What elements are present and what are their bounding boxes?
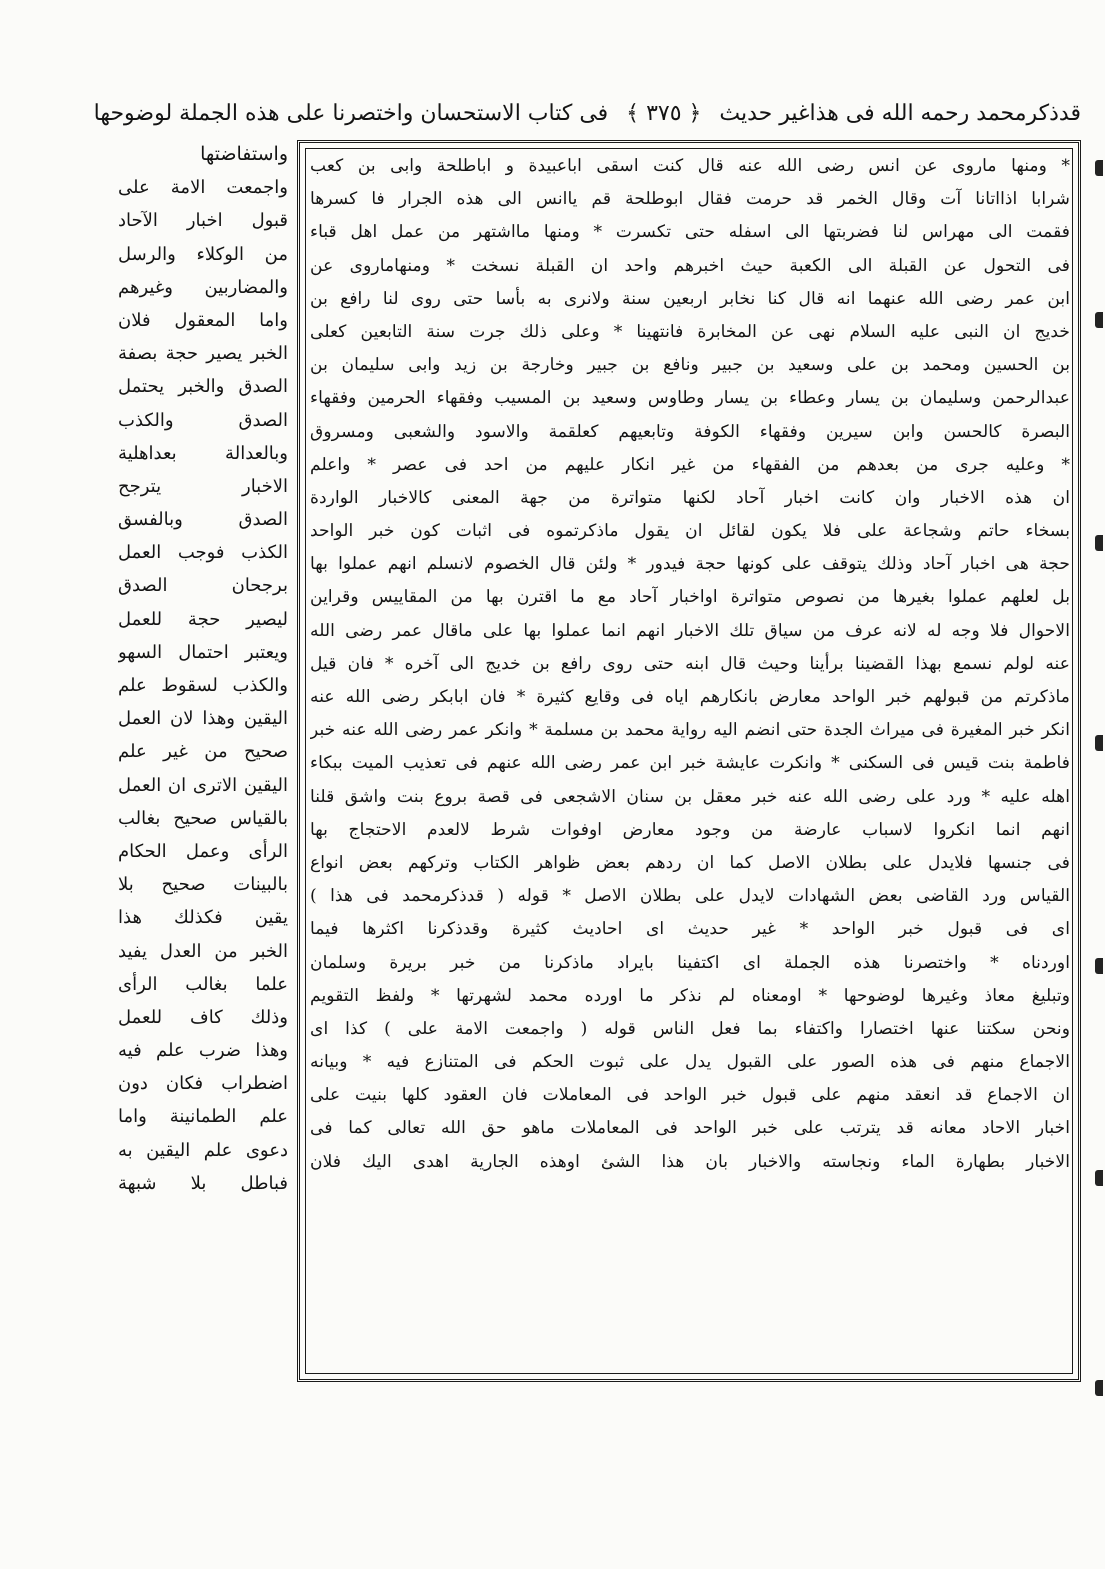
running-head-left: فى كتاب الاستحسان واختصرنا على هذه الجملة لوضوحها — [93, 100, 609, 126]
main-text-line: الاحوال فلا وجه له لانه عرف من سياق تلك الاخبار انهم انما عملوا بها على ماقال عمر رضى الله — [310, 620, 1070, 641]
margin-text-line: الكذب فوجب العمل — [118, 542, 288, 564]
margin-text-line: وذلك كاف للعمل — [118, 1006, 288, 1028]
main-text-line: ونحن سكتنا عنها اختصارا واكتفاء بما فعل الناس قوله ( واجمعت الامة على ) كذا اى — [310, 1018, 1070, 1039]
edge-mark — [1095, 735, 1103, 751]
main-text-line: عبدالرحمن وسليمان بن يسار وعطاء بن يسار وطاوس وسعيد بن المسيب وفقهاء الحرمين وفقهاء — [310, 388, 1070, 409]
main-text-line: بل لعلهم عملوا بغيرها من نصوص متواترة اواخبار آحاد مع ما اقترن بها من المقاييس وقراين — [310, 587, 1070, 608]
main-text-line: * ومنها ماروى عن انس رضى الله عنه قال كنت اسقى اباعبيدة و اباطلحة وابى بن كعب — [310, 156, 1070, 176]
margin-text-line: اليقين الاترى ان العمل — [118, 774, 288, 796]
main-text-line: شرابا اذااتانا آت وقال الخمر قد حرمت فقال ابوطلحة قم ياانس الى هذه الجرار فا كسرها — [310, 189, 1070, 210]
margin-text-line: وهذا ضرب علم فيه — [118, 1040, 288, 1062]
main-text-line: بسخاء حاتم وشجاعة على فلا يكون لقائل ان يقول ماذكرتموه فى اثبات كون خبر الواحد — [310, 521, 1070, 542]
margin-text-line: وبالعدالة بعداهلية — [118, 442, 288, 464]
main-text-line: عنه لولم نسمع بهذا القضينا برأينا وحيث قال ابنه حتى روى رافع بن خديج الى آخره * فان قيل — [310, 653, 1070, 674]
margin-text-line: الرأى وعمل الحكام — [118, 840, 288, 862]
margin-text-line: واما المعقول فلان — [118, 309, 288, 331]
edge-mark — [1095, 1380, 1103, 1396]
main-text-line: اخبار الاحاد معانه قد يترتب على خبر الواحد فى المعاملات ماهو حق الله تعالى كما فى — [310, 1118, 1070, 1139]
margin-text-line: دعوى علم اليقين به — [118, 1139, 288, 1161]
main-text-line: انهم انما انكروا لاسباب عارضة من وجود معارض اوفوات شرط لالعدم الاحتجاج بها — [310, 819, 1070, 840]
margin-text-line: واجمعت الامة على — [118, 177, 288, 199]
main-text-line: ان هذه الاخبار وان كانت اخبار آحاد لكنها متواترة من جهة المعنى كالاخبار الواردة — [310, 487, 1070, 508]
main-text-line: اهله عليه * ورد على رضى الله عنه خبر معقل بن سنان الاشجعى فى قصة بروع بنت واشق قلنا — [310, 786, 1070, 807]
page-header — [93, 94, 1081, 132]
main-text-line: فى جنسها فلايدل على بطلان الاصل كما ان ردهم بعض ظواهر الكتاب وتركهم بعض انواع — [310, 852, 1070, 873]
main-text-line: الاجماع منهم فى هذه الصور على القبول يدل على ثبوت الحكم فى المتنازع فيه * وبيانه — [310, 1052, 1070, 1073]
margin-text-line: علما بغالب الرأى — [118, 973, 288, 995]
margin-text-line: الصدق وبالفسق — [118, 509, 288, 531]
running-head-right: قدذكرمحمد رحمه الله فى هذاغير حديث — [719, 100, 1081, 126]
margin-text-line: اليقين وهذا لان العمل — [118, 708, 288, 730]
margin-text-line: والمضاربين وغيرهم — [118, 276, 288, 298]
main-text-line: حجة هى اخبار آحاد وذلك يتوقف على كونها حجة فيدور * ولئن قال الخصوم لانسلم انهم عملوا بها — [310, 554, 1070, 575]
margin-text-line: اضطراب فكان دون — [118, 1073, 288, 1095]
main-text-line: ابن عمر رضى الله عنهما انه قال كنا نخابر اربعين سنة ولانرى به بأسا حتى روى لنا رافع بن — [310, 288, 1070, 309]
margin-text-line: من الوكلاء والرسل — [118, 243, 288, 265]
main-text-line: فقمت الى مهراس لنا فضربتها الى اسفله حتى تكسرت * ومنها مااشتهر من عمل اهل قباء — [310, 222, 1070, 243]
main-text-line: فاطمة بنت قيس فى السكنى * وانكرت عايشة خبر ابن عمر رضى الله عنهم فى تعذيب الميت ببكاء — [310, 753, 1070, 774]
margin-text-line: الخبر من العدل يفيد — [118, 940, 288, 962]
margin-text-line: علم الطمانينة واما — [118, 1106, 288, 1128]
margin-text-line: بالبينات صحيح بلا — [118, 874, 288, 896]
edge-mark — [1095, 1170, 1103, 1186]
margin-commentary — [118, 138, 288, 1400]
margin-text-line: يقين فكذلك هذا — [118, 907, 288, 929]
main-text-line: القياس ورد القاضى بعض الشهادات لايدل على بطلان الاصل * قوله ( قدذكرمحمد فى هذا ) — [310, 886, 1070, 907]
margin-text-line: فباطل بلا شبهة — [118, 1172, 288, 1194]
edge-marks — [1091, 0, 1105, 1569]
main-text-line: وتبليغ معاذ وغيرها لوضوحها * اومعناه لم نذكر ما اورده محمد لشهرتها * ولفظ التقويم — [310, 985, 1070, 1006]
margin-text-line: صحيح من غير علم — [118, 741, 288, 763]
main-text-line: ماذكرتم من قبولهم خبر الواحد معارض بانكارهم اياه فى وقايع كثيرة * فان ابابكر رضى الله عنه — [310, 687, 1070, 707]
page-number: ﴿ ٣٧٥ ﴾ — [626, 100, 702, 126]
main-text-line: الاخبار بطهارة الماء ونجاسته والاخبار بان هذا الشئ اوهذه الجارية اهدى اليك فلان — [310, 1151, 1070, 1172]
edge-mark — [1095, 312, 1103, 328]
main-text-line: ان الاجماع قد انعقد منهم على قبول خبر الواحد فى المعاملات فان العقود كلها بنيت على — [310, 1085, 1070, 1106]
main-text-block — [310, 150, 1070, 1372]
margin-text-line: والكذب لسقوط علم — [118, 675, 288, 696]
margin-text-line: بالقياس صحيح بغالب — [118, 807, 288, 829]
margin-text-line: الخبر يصير حجة بصفة — [118, 343, 288, 365]
edge-mark — [1095, 958, 1103, 974]
main-text-line: اوردناه * واختصرنا هذه الجملة اى اكتفينا بايراد ماذكرنا من خبر بريرة وسلمان — [310, 952, 1070, 973]
main-text-line: اى فى قبول خبر الواحد * غير حديث اى احاديث كثيرة وقدذكرنا اكثرها فيما — [310, 919, 1070, 940]
margin-text-line: برجحان الصدق — [118, 575, 288, 597]
main-text-line: فى التحول عن القبلة الى الكعبة حيث اخبرهم واحد ان القبلة نسخت * ومنهاماروى عن — [310, 255, 1070, 276]
margin-text-line: ليصير حجة للعمل — [118, 608, 288, 630]
edge-mark — [1095, 160, 1103, 176]
margin-text-line: واستفاضتها — [200, 143, 288, 165]
main-text-line: البصرة كالحسن وابن سيرين وفقهاء الكوفة وتابعيهم كعلقمة والاسود والشعبى ومسروق — [310, 421, 1070, 442]
margin-text-line: قبول اخبار الآحاد — [118, 210, 288, 232]
margin-text-line: الصدق والخبر يحتمل — [118, 376, 288, 398]
main-text-line: انكر خبر المغيرة فى ميراث الجدة حتى انضم اليه رواية محمد بن مسلمة * وانكر عمر رضى الله عنه خبر — [310, 720, 1070, 741]
margin-text-line: الاخبار يترجح — [118, 475, 288, 497]
edge-mark — [1095, 535, 1103, 551]
margin-text-line: ويعتبر احتمال السهو — [118, 641, 288, 663]
main-text-line: بن الحسين ومحمد بن على وسعيد بن جبير ونافع بن جبير وخارجة بن زيد وابى سليمان بن — [310, 355, 1070, 376]
margin-text-line: الصدق والكذب — [118, 409, 288, 431]
main-text-line: * وعليه جرى من بعدهم من الفقهاء من غير انكار عليهم من احد فى عصر * واعلم — [310, 454, 1070, 475]
main-text-line: خديج ان النبى عليه السلام نهى عن المخابرة فانتهينا * وعلى ذلك جرت سنة التابعين كعلى — [310, 321, 1070, 342]
